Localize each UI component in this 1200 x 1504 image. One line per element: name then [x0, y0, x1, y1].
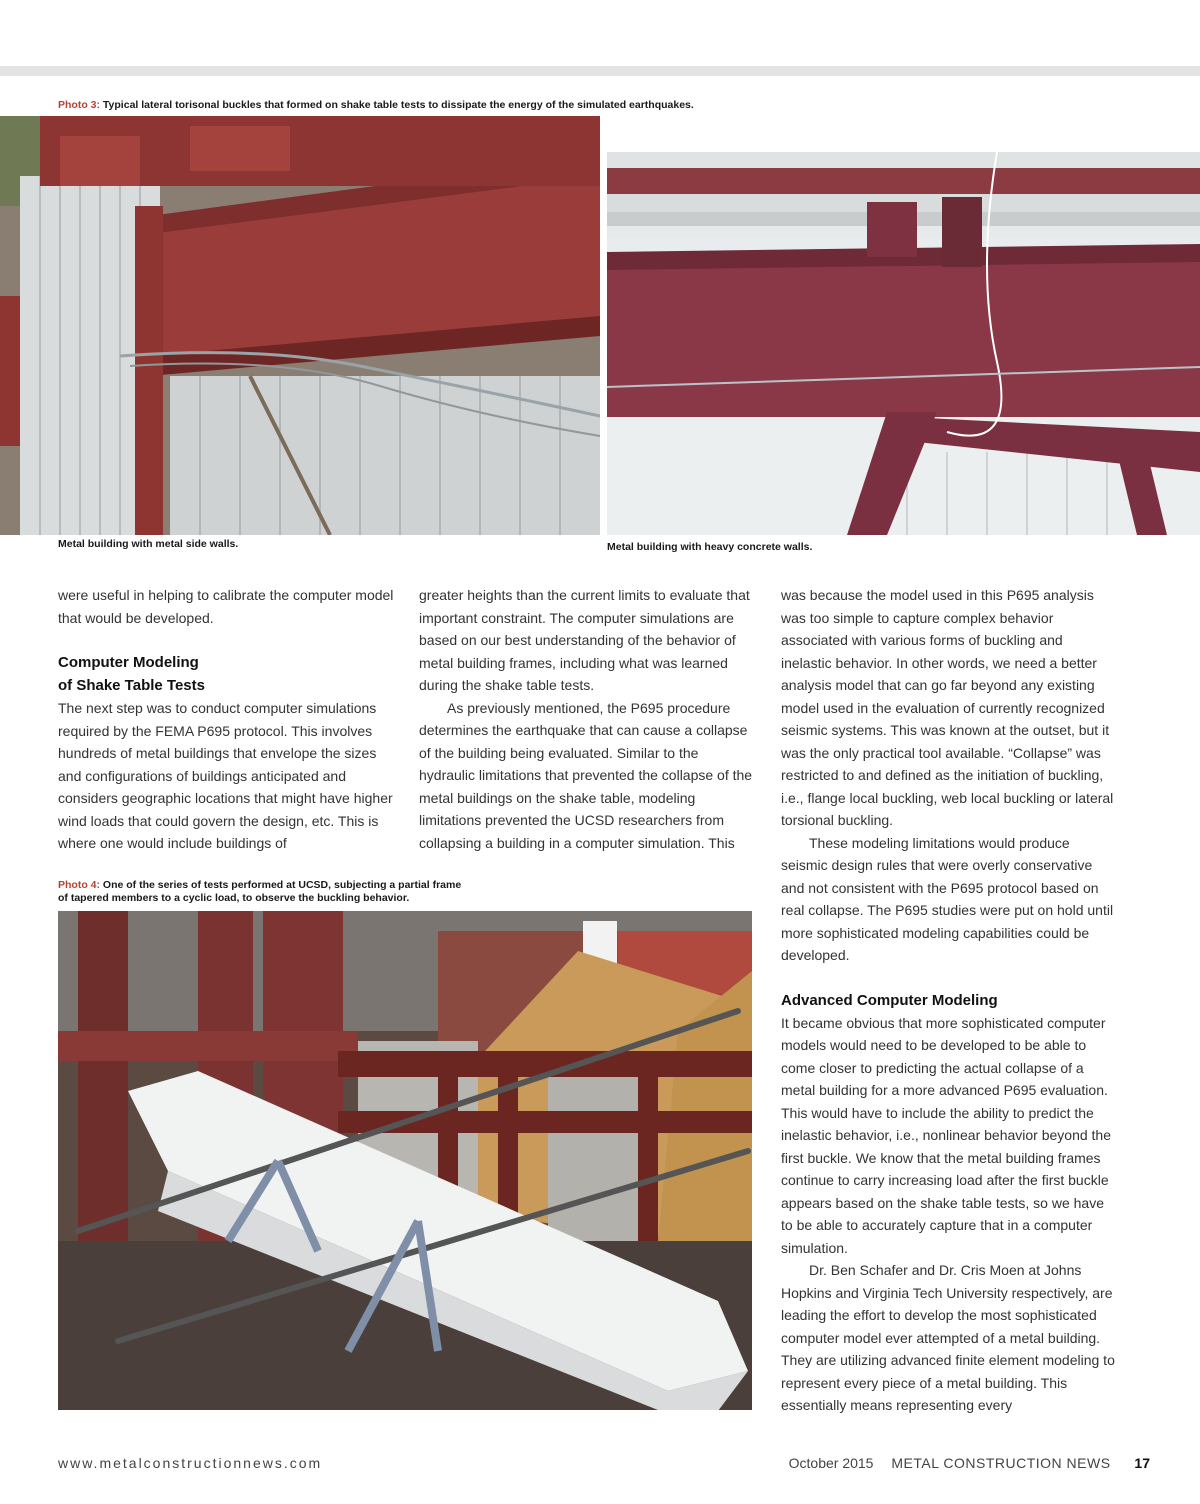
col3-paragraph-3: It became obvious that more sophisticated computer models would need to be developed to be able to come closer to predicting the actual collapse of a metal building for a more advanced P695 evaluation. This would have to include the ability to predict the inelastic behavior, i.e., nonlinear behavior beyond the first buckle. We know that the metal building frames continue to carry increasing load after the first buckle appears based on the shake table tests, so we have to be able to accurately capture that in a computer simulation. [781, 1014, 1111, 1256]
photo3-right-image [607, 152, 1200, 535]
photo4-caption-line1: One of the series of tests performed at UCSD, subjecting a partial frame [102, 879, 462, 891]
photo4-image [58, 911, 752, 1410]
col1-paragraph-2: The next step was to conduct computer simulations required by the FEMA P695 protocol. This involves hundreds of metal buildings that envelope the sizes and configurations of buildings anticipated and considers geographic locations that might have higher wind loads that could govern the design, etc. This is where one would include buildings of [58, 700, 393, 851]
footer-right [789, 1455, 1150, 1471]
col1-heading [58, 651, 398, 697]
column-1 [58, 584, 398, 855]
column-3 [781, 584, 1116, 1417]
photo3-left-caption: Metal building with metal side walls. [58, 538, 239, 550]
col2-paragraph-2: As previously mentioned, the P695 procedure determines the earthquake that can cause a collapse of the building being evaluated. Similar to the hydraulic limitations that prevented the collapse of the metal buildings on the shake table, modeling limitations prevented the UCSD researchers from collapsing a building in a computer simulation. This [419, 699, 753, 851]
col1-paragraph-1: were useful in helping to calibrate the computer model that would be developed. [58, 587, 394, 626]
col3-heading: Advanced Computer Modeling [781, 991, 998, 1009]
col1-heading-line2: of Shake Table Tests [58, 677, 205, 694]
page-number: 17 [1134, 1455, 1150, 1471]
photo3-left-image [0, 116, 600, 535]
footer-date: October 2015 [788, 1455, 874, 1471]
photo4-label: Photo 4: [58, 879, 100, 891]
photo4-caption [58, 879, 461, 905]
col3-paragraph-4: Dr. Ben Schafer and Dr. Cris Moen at Johns Hopkins and Virginia Tech University respectively, are leading the effort to develop the most sophisticated computer model ever attempted of a metal building. They are utilizing advanced finite element modeling to represent every piece of a metal building. This essentially means representing every [781, 1262, 1115, 1413]
photo4-caption-line2: of tapered members to a cyclic load, to observe the buckling behavior. [58, 892, 410, 904]
col3-paragraph-2: These modeling limitations would produce seismic design rules that were overly conservative and not consistent with the P695 protocol based on real collapse. The P695 studies were put on hold until more sophisticated modeling capabilities could be developed. [781, 834, 1114, 963]
photo3-caption [58, 99, 694, 112]
column-2 [419, 584, 754, 854]
photo3-label: Photo 3: [58, 99, 100, 111]
col2-paragraph-1: greater heights than the current limits to evaluate that important constraint. The computer simulations are based on our best understanding of the behavior of metal building frames, including what was learned during the shake table tests. [419, 587, 750, 693]
top-divider-bar [0, 66, 1200, 76]
photo3-caption-text: Typical lateral torisonal buckles that formed on shake table tests to dissipate the energy of the simulated earthquakes. [102, 99, 694, 111]
col1-heading-line1: Computer Modeling [58, 654, 199, 671]
col3-paragraph-1: was because the model used in this P695 analysis was too simple to capture complex behavior associated with various forms of buckling and inelastic behavior. In other words, we need a better analysis model that can go far beyond any existing model used in the evaluation of currently recognized seismic systems. This was known at the outset, but it was the only practical tool available. “Collapse” was restricted to and defined as the initiation of buckling, i.e., flange local buckling, web local buckling or lateral torsional buckling. [781, 587, 1114, 828]
photo3-right-caption: Metal building with heavy concrete walls. [607, 541, 813, 553]
footer-url: www.metalconstructionnews.com [58, 1455, 323, 1471]
footer-magazine: METAL CONSTRUCTION NEWS [891, 1455, 1111, 1471]
